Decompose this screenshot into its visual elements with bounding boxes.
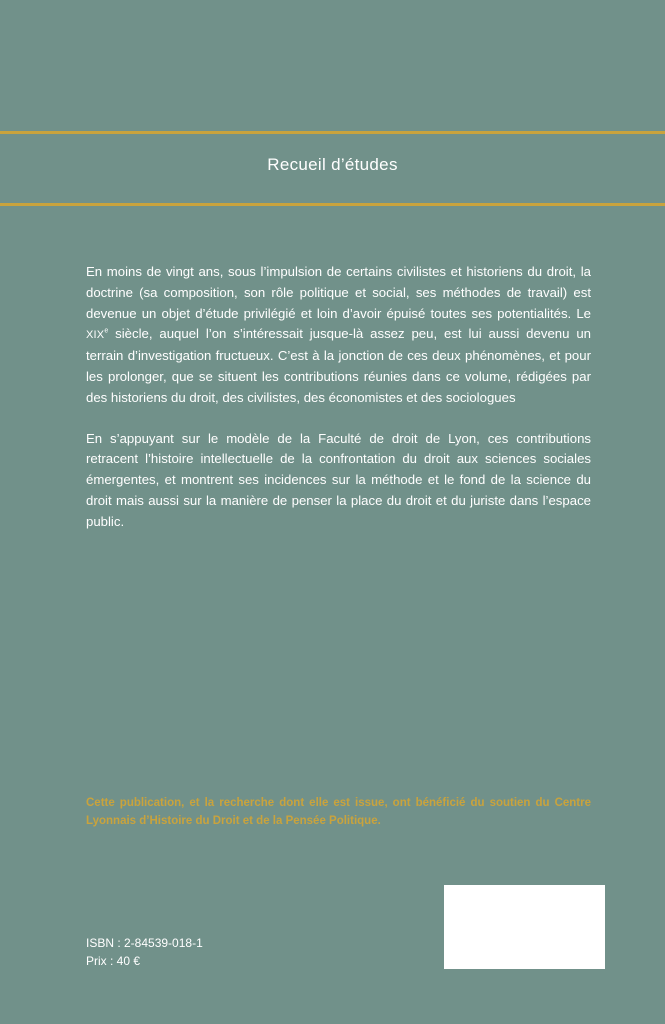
funding-note: Cette publication, et la recherche dont elle est issue, ont bénéficié du soutien du Centre Lyonnais d’Histoire du Droit et de la Pensée Politique. (86, 797, 591, 827)
century-numeral: XIX (86, 329, 105, 342)
top-gold-rule (0, 131, 665, 134)
century-suffix: e (104, 328, 109, 335)
summary-paragraph-2: En s’appuyant sur le modèle de la Faculté de droit de Lyon, ces contributions retracent l’histoire intellectuelle de la confrontation du droit aux sciences sociales émergentes, et montrent ses incidences sur la méthode et le fond de la science du droit mais aussi sur la manière de penser la place du droit et du juriste dans l’espace public. (86, 430, 591, 529)
barcode-area (444, 885, 605, 969)
series-title: Recueil d’études (267, 155, 398, 174)
paragraph-1-start: En moins de vingt ans, sous l’impulsion de certains civilistes et historiens du droit, la doctrine (sa composition, son rôle politique et social, ses méthodes de travail) est devenue un objet d’étude privilégié et loin d’avoir épuisé toutes ses potentialités. Le (86, 264, 591, 321)
summary-paragraph-1 (86, 262, 591, 409)
isbn-label: ISBN : 2-84539-018-1 (86, 936, 203, 950)
bottom-gold-rule (0, 203, 665, 206)
paragraph-1-end: siècle, auquel l’on s’intéressait jusque-là assez peu, est lui aussi devenu un terrain d’investigation fructueux. C’est à la jonction de ces deux phénomènes, et pour les prolonger, que se situent les contributions réunies dans ce volume, rédigées par des historiens du droit, des civilistes, des économistes et des sociologues (86, 326, 591, 405)
price-label: Prix : 40 € (86, 954, 141, 968)
summary-text (86, 262, 591, 533)
